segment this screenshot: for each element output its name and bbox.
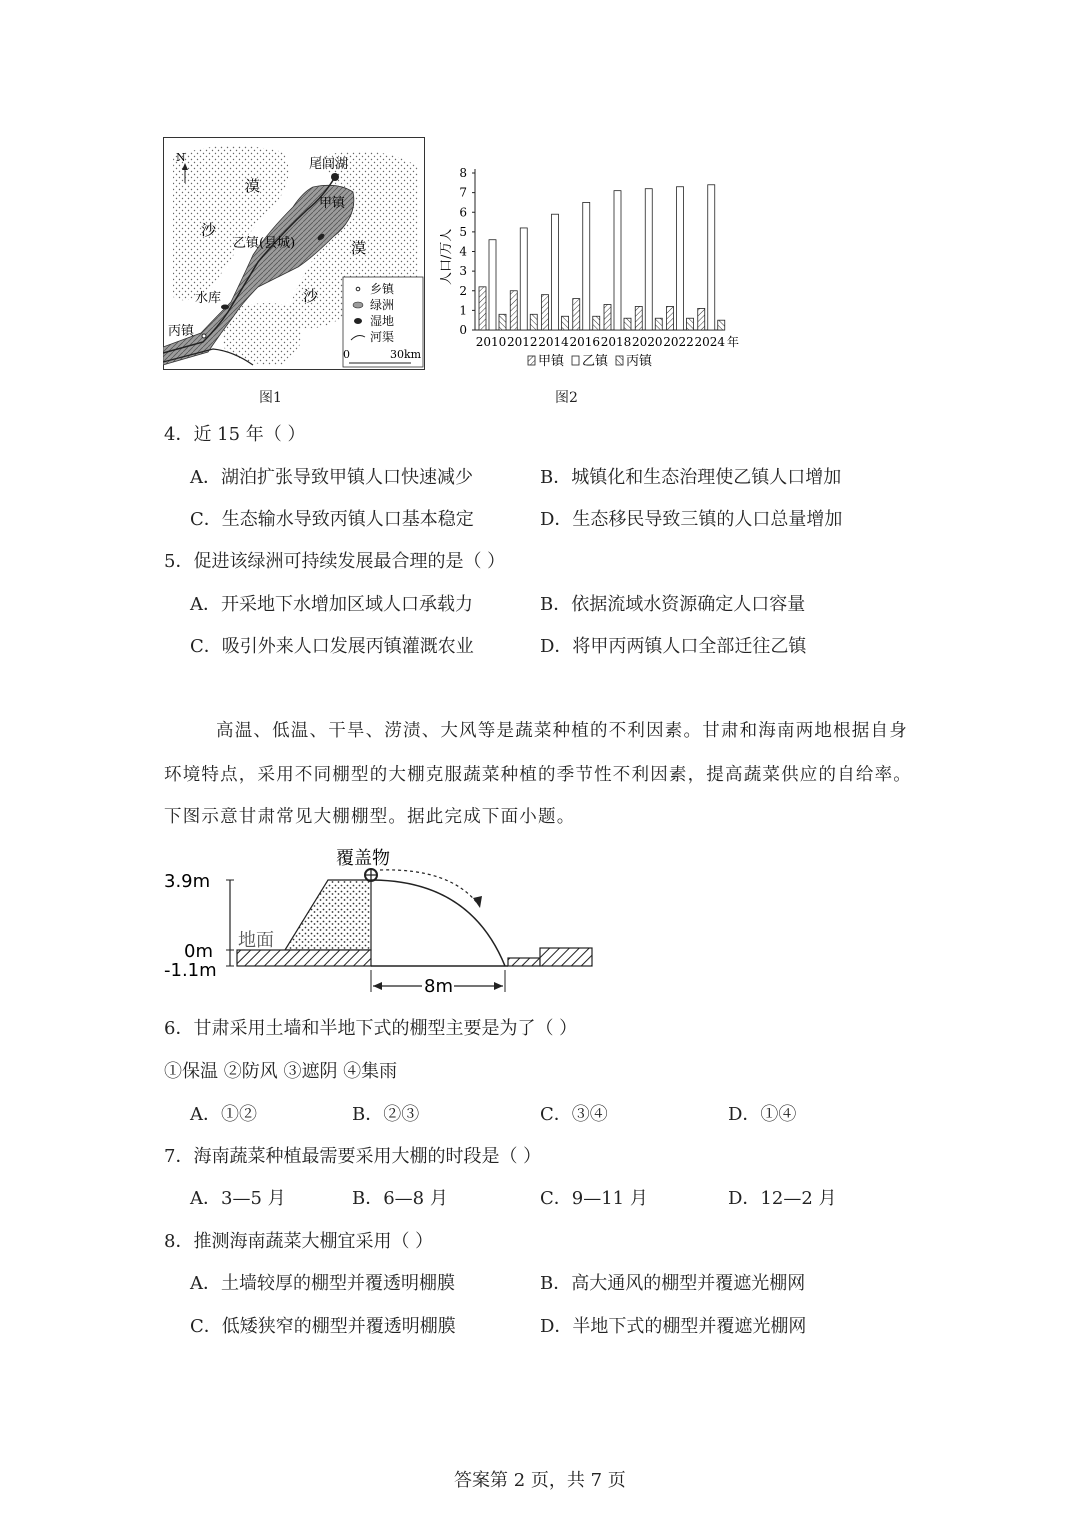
- q7-option-b[interactable]: B．6—8 月: [352, 1188, 448, 1209]
- q5-option-c[interactable]: C．吸引外来人口发展丙镇灌溉农业: [190, 636, 474, 657]
- bar-乙镇-2012: [520, 228, 527, 330]
- bar-丙镇-2016: [593, 316, 600, 330]
- bar-乙镇-2014: [552, 214, 559, 330]
- bar-丙镇-2010: [499, 314, 506, 330]
- passage-line-1: 高温、低温、干旱、涝渍、大风等是蔬菜种植的不利因素。甘肃和海南两地根据自身: [216, 721, 908, 741]
- passage-line-2: 环境特点，采用不同棚型的大棚克服蔬菜种植的季节性不利因素，提高蔬菜供应的自给率。: [164, 765, 912, 785]
- q6-stem: 6．甘肃采用土墙和半地下式的棚型主要是为了（ ）: [164, 1018, 578, 1039]
- lake-label: 尾闾湖: [309, 157, 349, 172]
- y-tick-label: 8: [459, 166, 467, 180]
- q8-stem: 8．推测海南蔬菜大棚宜采用（ ）: [164, 1231, 434, 1252]
- bar-丙镇-2018: [624, 318, 631, 330]
- q6-option-c[interactable]: C．③④: [540, 1104, 608, 1125]
- q8-option-d[interactable]: D．半地下式的棚型并覆遮光棚网: [540, 1316, 807, 1337]
- q5-stem: 5．促进该绿洲可持续发展最合理的是（ ）: [164, 551, 506, 572]
- bar-甲镇-2020: [635, 306, 642, 330]
- reservoir-label: 水库: [195, 291, 222, 306]
- x-tick-label: 2024: [694, 335, 726, 349]
- q6-option-b[interactable]: B．②③: [352, 1104, 420, 1125]
- ground-right: [540, 948, 592, 966]
- oasis-map: [163, 137, 425, 370]
- x-tick-label: 2018: [600, 335, 632, 349]
- bar-乙镇-2010: [489, 240, 496, 330]
- bar-甲镇-2010: [479, 287, 486, 330]
- legend-label: 甲镇: [538, 354, 565, 369]
- x-tick-label: 2016: [569, 335, 601, 349]
- bar-丙镇-2014: [562, 316, 569, 330]
- bar-乙镇-2016: [583, 202, 590, 330]
- ground-right-low: [508, 958, 540, 966]
- y-tick-label: 7: [459, 185, 467, 200]
- width-label: 8m: [424, 976, 453, 997]
- page-footer: 答案第 2 页，共 7 页: [454, 1470, 626, 1491]
- q7-option-c[interactable]: C．9—11 月: [540, 1188, 648, 1209]
- figure1-caption: 图1: [259, 390, 282, 406]
- x-tick-label: 2022: [663, 335, 694, 349]
- legend-label: 乙镇: [582, 354, 609, 369]
- desert-char-sha2: 沙: [303, 287, 319, 305]
- q6-choice-list: ①保温 ②防风 ③遮阴 ④集雨: [164, 1061, 398, 1082]
- bar-甲镇-2014: [542, 295, 549, 330]
- bar-甲镇-2018: [604, 304, 611, 330]
- bar-甲镇-2016: [573, 299, 580, 330]
- bar-乙镇-2020: [645, 189, 652, 330]
- y-tick-label: 0: [459, 323, 467, 337]
- q6-option-a[interactable]: A．①②: [190, 1104, 257, 1125]
- bar-乙镇-2022: [677, 187, 684, 330]
- legend-label-canal: 河渠: [370, 330, 395, 344]
- q4-option-d[interactable]: D．生态移民导致三镇的人口总量增加: [540, 509, 843, 530]
- legend-label-oasis: 绿洲: [370, 298, 395, 312]
- soil-wall: [285, 880, 371, 950]
- q4-option-b[interactable]: B．城镇化和生态治理使乙镇人口增加: [540, 467, 842, 488]
- town-dot-icon: [356, 287, 360, 291]
- bar-丙镇-2020: [655, 318, 662, 330]
- legend-swatch-丙镇: [616, 356, 623, 365]
- legend-label-wetland: 湿地: [370, 314, 395, 328]
- y-axis-label: 人口/万人: [440, 228, 454, 285]
- y-tick-label: 1: [459, 303, 467, 318]
- q8-option-b[interactable]: B．高大通风的棚型并覆遮光棚网: [540, 1273, 806, 1294]
- y-tick-label: 6: [459, 205, 467, 220]
- q5-option-a[interactable]: A．开采地下水增加区域人口承载力: [190, 594, 473, 615]
- figure2-caption: 图2: [555, 390, 578, 406]
- x-tick-label: 2012: [506, 335, 538, 349]
- q4-stem: 4．近 15 年（ ）: [164, 424, 306, 445]
- height-zero-label: 0m: [184, 941, 213, 962]
- x-tick-label: 2010: [475, 335, 507, 349]
- bar-甲镇-2022: [667, 306, 674, 330]
- greenhouse-profile-svg: [160, 842, 600, 1002]
- q4-option-c[interactable]: C．生态输水导致丙镇人口基本稳定: [190, 509, 474, 530]
- height-low-label: -1.1m: [164, 960, 217, 981]
- reservoir-patch: [221, 305, 229, 310]
- y-tick-label: 2: [459, 283, 467, 298]
- q5-option-d[interactable]: D．将甲丙两镇人口全部迁往乙镇: [540, 636, 807, 657]
- map-legend: [343, 277, 423, 367]
- north-label: N: [176, 151, 186, 164]
- bar-乙镇-2018: [614, 191, 621, 330]
- bar-乙镇-2024: [708, 185, 715, 330]
- q7-stem: 7．海南蔬菜种植最需要采用大棚的时段是（ ）: [164, 1146, 542, 1167]
- lake-marker: [331, 173, 339, 181]
- q7-option-a[interactable]: A．3—5 月: [190, 1188, 286, 1209]
- greenhouse-diagram: [160, 842, 600, 1002]
- x-tick-label: 2014: [538, 335, 569, 349]
- greenhouse-arch: [371, 880, 505, 966]
- bar-丙镇-2022: [687, 318, 694, 330]
- scale-zero: 0: [343, 348, 350, 361]
- cover-label: 覆盖物: [336, 848, 390, 869]
- passage-line-3: 下图示意甘肃常见大棚棚型。据此完成下面小题。: [164, 807, 576, 827]
- scale-end: 30km: [390, 348, 422, 361]
- q5-option-b[interactable]: B．依据流域水资源确定人口容量: [540, 594, 806, 615]
- q4-option-a[interactable]: A．湖泊扩张导致甲镇人口快速减少: [190, 467, 473, 488]
- town-marker-bing: [202, 334, 206, 338]
- oasis-icon: [353, 302, 363, 308]
- legend-swatch-甲镇: [528, 356, 535, 365]
- legend-label-town: 乡镇: [370, 282, 395, 296]
- town-label-yi: 乙镇(县城): [233, 236, 296, 251]
- bar-甲镇-2024: [698, 308, 705, 330]
- q7-option-d[interactable]: D．12—2 月: [728, 1188, 837, 1209]
- bar-甲镇-2012: [510, 291, 517, 330]
- desert-char-sha1: 沙: [201, 221, 217, 239]
- cover-arrow: [380, 870, 478, 904]
- wetland-icon: [354, 318, 362, 324]
- desert-char-mo1: 漠: [245, 177, 261, 195]
- figure2-chart: [440, 155, 745, 380]
- q6-option-d[interactable]: D．①④: [728, 1104, 797, 1125]
- figure1-map: [163, 137, 425, 370]
- q8-option-a[interactable]: A．土墙较厚的棚型并覆透明棚膜: [190, 1273, 455, 1294]
- q8-option-c[interactable]: C．低矮狭窄的棚型并覆透明棚膜: [190, 1316, 456, 1337]
- town-label-jia: 甲镇: [319, 196, 346, 211]
- legend-swatch-乙镇: [572, 356, 579, 365]
- y-tick-label: 3: [459, 264, 467, 279]
- ground-label: 地面: [238, 930, 274, 951]
- ground-left: [237, 950, 371, 966]
- population-bar-chart: [440, 155, 745, 380]
- legend-label: 丙镇: [626, 354, 653, 369]
- x-tick-label: 2020: [631, 335, 663, 349]
- town-label-bing: 丙镇: [168, 324, 195, 339]
- desert-char-mo2: 漠: [351, 239, 367, 257]
- x-axis-unit: 年: [727, 335, 740, 349]
- height-top-label: 3.9m: [164, 871, 211, 892]
- y-tick-label: 4: [459, 244, 467, 259]
- y-tick-label: 5: [459, 224, 467, 239]
- bar-丙镇-2024: [718, 320, 725, 330]
- bar-丙镇-2012: [530, 314, 537, 330]
